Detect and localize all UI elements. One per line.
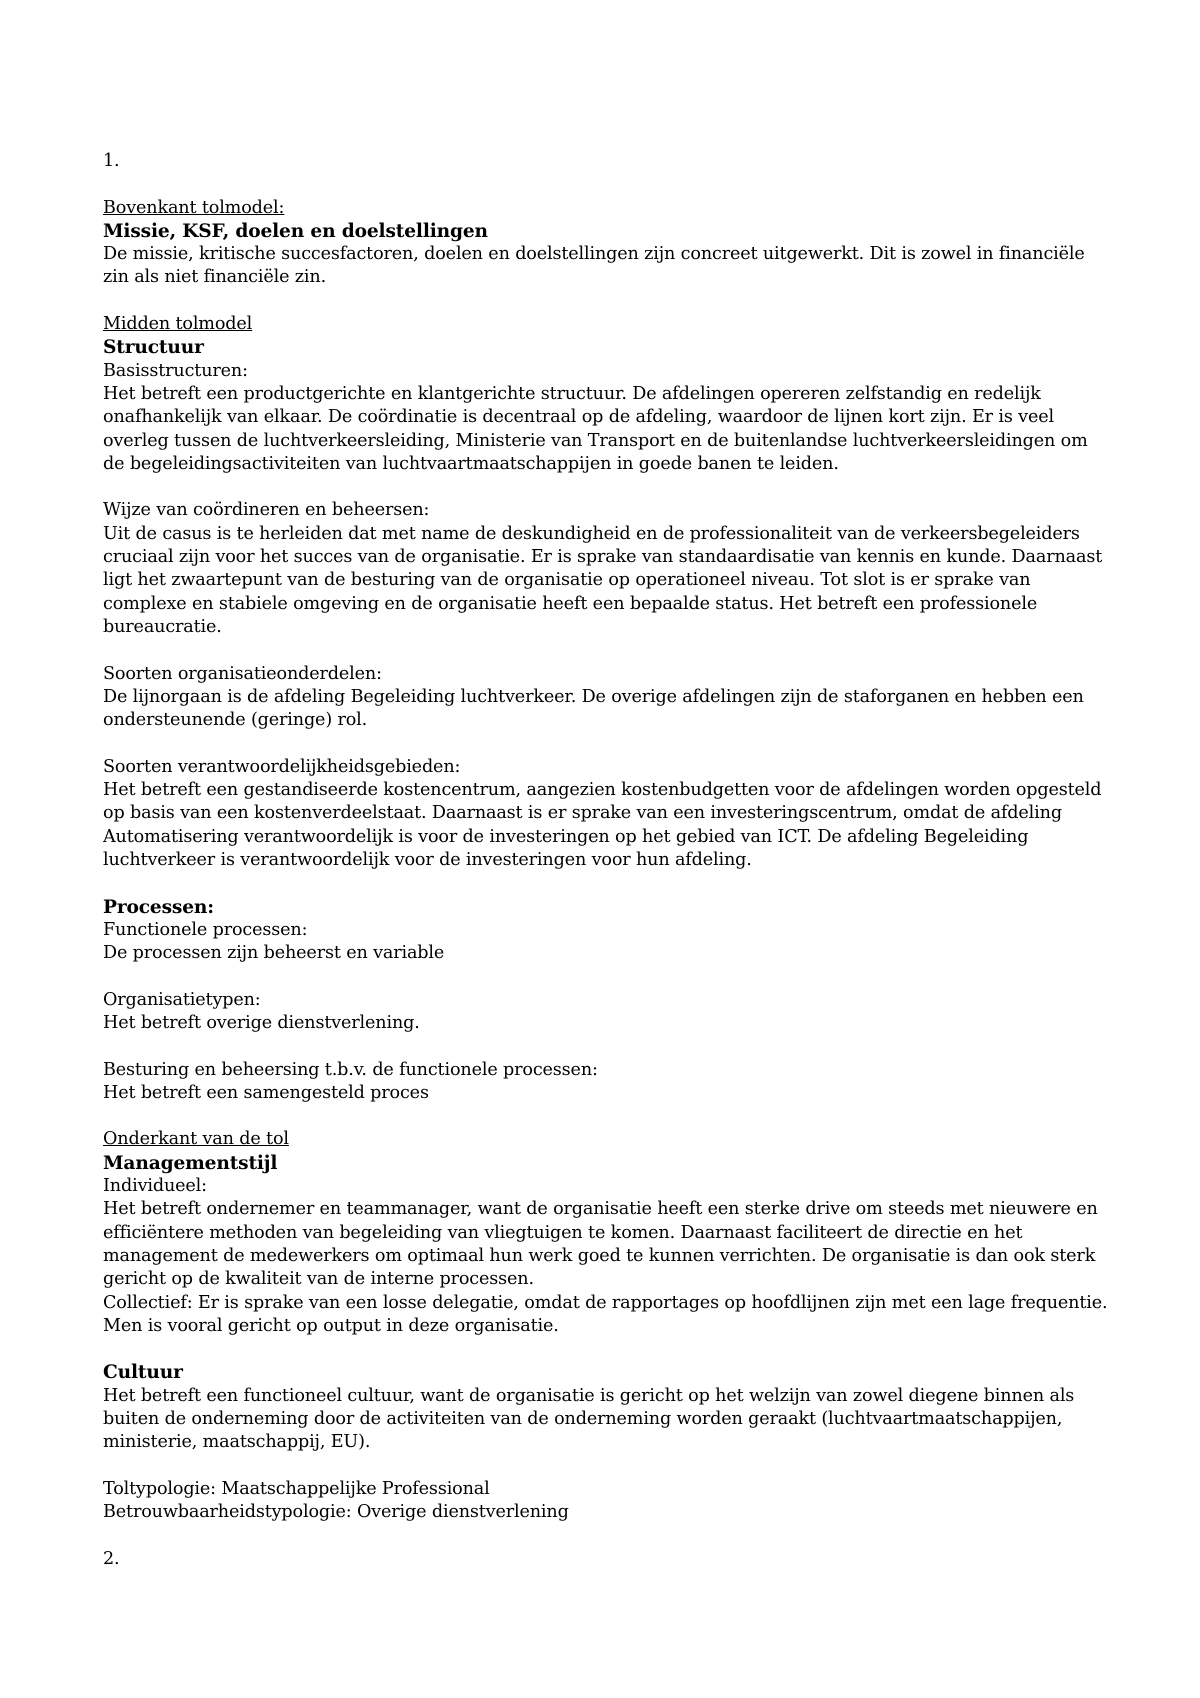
- label-organisatietypen: Organisatietypen:: [103, 989, 261, 1010]
- paragraph-functioneel: De processen zijn beheerst en variable: [103, 943, 445, 964]
- paragraph-besturing: Het betreft een samengesteld proces: [103, 1082, 429, 1103]
- item-number-1: 1.: [103, 151, 120, 171]
- paragraph-coordineren: Uit de casus is te herleiden dat met name de deskundigheid en de professionaliteit van de verkeersbegeleiders cruciaal zijn voor het succes van de organisatie. Er is sprake van standaardisatie van kennis en kunde. Daarnaast ligt het zwaartepunt van de besturing van de organisatie op operationeel niveau. Tot slot is er sprake van complexe en stabiele omgeving en de organisatie heeft een bepaalde status. Het betreft een professionele bureaucratie.: [103, 523, 1103, 637]
- paragraph-missie: De missie, kritische succesfactoren, doelen en doelstellingen zijn concreet uitgewerkt. Dit is zowel in financiële zin als niet financiële zin.: [103, 244, 1085, 288]
- title-managementstijl: Managementstijl: [103, 1152, 278, 1174]
- paragraph-collectief: Collectief: Er is sprake van een losse delegatie, omdat de rapportages op hoofdlijnen zijn met een lage frequentie. Men is vooral gericht op output in deze organisatie.: [103, 1292, 1108, 1336]
- label-besturing: Besturing en beheersing t.b.v. de functionele processen:: [103, 1059, 598, 1080]
- label-basisstructuren: Basisstructuren:: [103, 360, 248, 381]
- paragraph-onderdelen: De lijnorgaan is de afdeling Begeleiding luchtverkeer. De overige afdelingen zijn de staforganen en hebben een ondersteunende (geringe) rol.: [103, 686, 1084, 731]
- paragraph-verantwoordelijkheid: Het betreft een gestandiseerde kostencentrum, aangezien kostenbudgetten voor de afdelingen worden opgesteld op basis van een kostenverdeelstaat. Daarnaast is er sprake van een investeringscentrum, omdat de afdeling Automatisering verantwoordelijk is voor de investeringen op het gebied van ICT. De afdeling Begeleiding luchtverkeer is verantwoordelijk voor de investeringen voor hun afdeling.: [103, 780, 1102, 870]
- section-heading-top: Bovenkant tolmodel:: [103, 197, 285, 218]
- section-heading-middle: Midden tolmodel: [103, 314, 253, 335]
- paragraph-cultuur: Het betreft een functioneel cultuur, want de organisatie is gericht op het welzijn van zowel diegene binnen als buiten de onderneming door de activiteiten van de onderneming worden geraakt (luchtvaartmaatschappijen, ministerie, maatschappij, EU).: [103, 1385, 1075, 1453]
- title-missie: Missie, KSF, doelen en doelstellingen: [103, 220, 488, 242]
- label-individueel: Individueel:: [103, 1176, 207, 1197]
- section-heading-bottom: Onderkant van de tol: [103, 1129, 289, 1150]
- item-number-2: 2.: [103, 1548, 120, 1569]
- paragraph-organisatietypen: Het betreft overige dienstverlening.: [103, 1012, 420, 1033]
- label-onderdelen: Soorten organisatieonderdelen:: [103, 663, 382, 684]
- document-page: [103, 150, 1113, 1571]
- title-processen: Processen:: [103, 896, 214, 918]
- paragraph-individueel: Het betreft ondernemer en teammanager, want de organisatie heeft een sterke drive om steeds met nieuwere en efficiëntere methoden van begeleiding van vliegtuigen te komen. Daarnaast faciliteert de directie en het management de medewerkers om optimaal hun werk goed te kunnen verrichten. De organisatie is dan ook sterk gericht op de kwaliteit van de interne processen.: [103, 1199, 1098, 1290]
- line-toltypologie: Toltypologie: Maatschappelijke Professional: [103, 1478, 490, 1499]
- label-functioneel: Functionele processen:: [103, 919, 308, 940]
- title-structuur: Structuur: [103, 337, 204, 359]
- title-cultuur: Cultuur: [103, 1362, 183, 1384]
- line-betrouwbaarheid: Betrouwbaarheidstypologie: Overige dienstverlening: [103, 1502, 569, 1523]
- paragraph-basisstructuren: Het betreft een productgerichte en klantgerichte structuur. De afdelingen opereren zelfstandig en redelijk onafhankelijk van elkaar. De coördinatie is decentraal op de afdeling, waardoor de lijnen kort zijn. Er is veel overleg tussen de luchtverkeersleiding, Ministerie van Transport en de buitenlandse luchtverkeersleidingen om de begeleidingsactiviteiten van luchtvaartmaatschappijen in goede banen te leiden.: [103, 383, 1088, 474]
- label-coordineren: Wijze van coördineren en beheersen:: [103, 500, 430, 521]
- label-verantwoordelijkheid: Soorten verantwoordelijkheidsgebieden:: [103, 756, 461, 777]
